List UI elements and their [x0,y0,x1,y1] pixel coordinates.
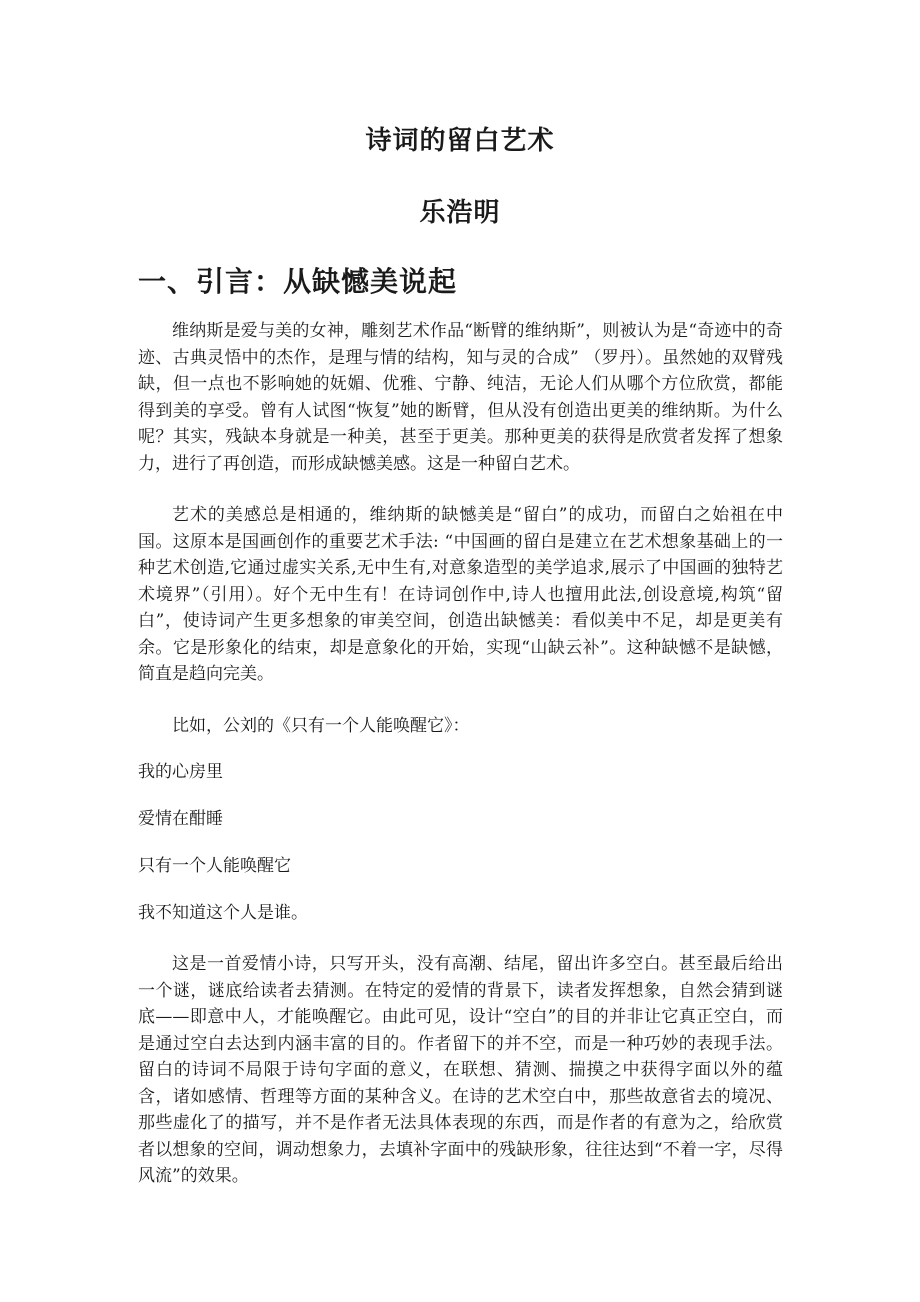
paragraph-analysis: 这是一首爱情小诗，只写开头，没有高潮、结尾，留出许多空白。甚至最后给出一个谜，谜底给读者去猜测。在特定的爱情的背景下，读者发挥想象，自然会猜到谜底——即意中人，才能唤醒它。由此可见，设计“空白”的目的并非让它真正空白，而是通过空白去达到内涵丰富的目的。作者留下的并不空，而是一种巧妙的表现手法。留白的诗词不局限于诗句字面的意义，在联想、猜测、揣摸之中获得字面以外的蕴含，诸如感情、哲理等方面的某种含义。在诗的艺术空白中，那些故意省去的境况、那些虚化了的描写，并不是作者无法具体表现的东西，而是作者的有意为之，给欣赏者以想象的空间，调动想象力，去填补字面中的残缺形象，往往达到“不着一字，尽得风流”的效果。 [138,954,783,1186]
document-title: 诗词的留白艺术 [365,126,555,156]
poem-block [138,759,783,926]
paragraph-poem-intro: 比如，公刘的《只有一个人能唤醒它》： [172,715,470,736]
poem-line: 只有一个人能唤醒它 [138,856,291,876]
document-body [138,318,783,1215]
author-name: 乐浩明 [419,198,501,228]
paragraph-liubai-origin: 艺术的美感总是相通的，维纳斯的缺憾美是“留白”的成功，而留白之始祖在中国。这原本是国画创作的重要艺术手法: “中国画的留白是建立在艺术想象基础上的一种艺术创造,它通过虚实关系,无中生有,对意象造型的美学追求,展示了中国画的独特艺术境界”（引用）。好个无中生有！在诗词创作中,诗人也擅用此法,创设意境,构筑“留白”，使诗词产生更多想象的审美空间，创造出缺憾美：看似美中不足，却是更美有余。它是形象化的结束，却是意象化的开始，实现“山缺云补”。这种缺憾不是缺憾，简直是趋向完美。 [138,505,783,684]
section-heading: 一、引言：从缺憾美说起 [138,265,458,298]
paragraph-venus: 维纳斯是爱与美的女神，雕刻艺术作品“断臂的维纳斯”，则被认为是“奇迹中的奇迹、古典灵悟中的杰作，是理与情的结构，知与灵的合成” （罗丹）。虽然她的双臂残缺，但一点也不影响她的妩媚、优雅、宁静、纯洁，无论人们从哪个方位欣赏，都能得到美的享受。曾有人试图“恢复”她的断臂，但从没有创造出更美的维纳斯。为什么呢？其实，残缺本身就是一种美，甚至于更美。那种更美的获得是欣赏者发挥了想象力，进行了再创造，而形成缺憾美感。这是一种留白艺术。 [138,321,783,474]
poem-line: 爱情在酣睡 [138,809,223,829]
poem-line: 我不知道这个人是谁。 [138,903,308,923]
poem-line: 我的心房里 [138,762,223,782]
